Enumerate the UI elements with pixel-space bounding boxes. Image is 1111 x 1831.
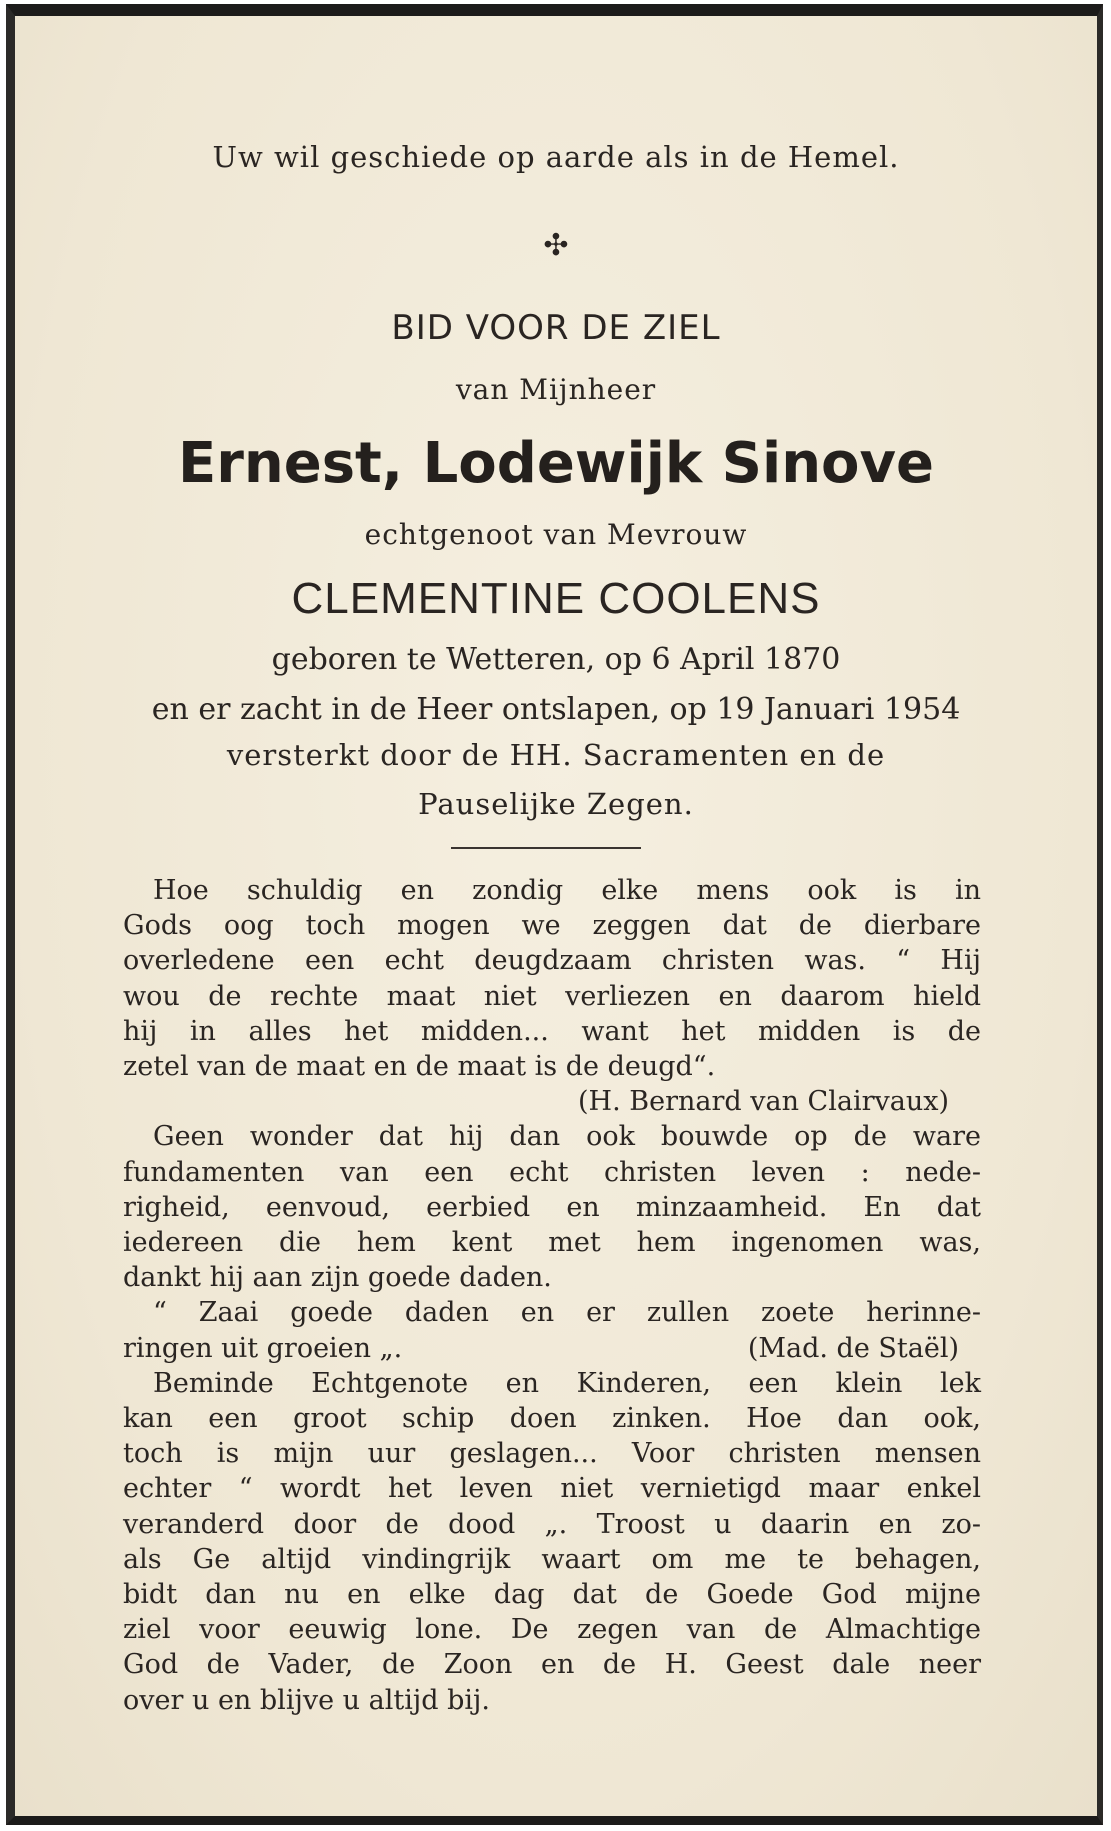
card-paper: [15, 16, 1097, 1816]
text-line: als Ge altijd vindingrijk waart om me te behagen,: [123, 1543, 981, 1575]
text-line: toch is mijn uur geslagen... Voor christen mensen: [123, 1438, 981, 1470]
text-line: righeid, eenvoud, eerbied en minzaamheid. En dat: [123, 1191, 981, 1223]
text-line: kan een groot schip doen zinken. Hoe dan ook,: [123, 1403, 981, 1435]
blessing-line: Pauselijke Zegen.: [418, 787, 694, 821]
text-line: Beminde Echtgenote en Kinderen, een klein lek: [153, 1367, 981, 1399]
text-line: veranderd door de dood „. Troost u daarin en zo-: [123, 1508, 981, 1540]
source-attribution: (H. Bernard van Clairvaux): [578, 1086, 949, 1118]
text-line: over u en blijve u altijd bij.: [123, 1684, 490, 1716]
sacraments-line: versterkt door de HH. Sacramenten en de: [226, 738, 886, 772]
text-line: Geen wonder dat hij dan ook bouwde op de ware: [153, 1121, 981, 1153]
death-line: en er zacht in de Heer ontslapen, op 19 Januari 1954: [151, 692, 961, 727]
deceased-name: Ernest, Lodewijk Sinove: [177, 431, 935, 496]
text-line: hij in alles het midden... want het midden is de: [123, 1015, 981, 1047]
text-line: dankt hij aan zijn goede daden.: [123, 1262, 552, 1294]
text-line: echter “ wordt het leven niet vernietigd maar enkel: [123, 1473, 981, 1505]
motto: Uw wil geschiede op aarde als in de Hemel.: [212, 140, 900, 174]
source-attribution: (Mad. de Staël): [747, 1332, 959, 1364]
spouse-intro: echtgenoot van Mevrouw: [364, 518, 748, 551]
text-line: fundamenten van een echt christen leven : nede-: [123, 1156, 981, 1188]
text-line: iedereen die hem kent met hem ingenomen was,: [123, 1227, 981, 1259]
memorial-text: [123, 873, 981, 1718]
prayer-heading: BID VOOR DE ZIEL: [391, 308, 721, 348]
spouse-name: CLEMENTINE COOLENS: [291, 574, 821, 623]
text-line: zetel van de maat en de maat is de deugd“.: [123, 1051, 716, 1083]
cross-icon: ✣: [543, 228, 569, 263]
quote-end-row: [123, 1331, 981, 1366]
text-line: bidt dan nu en elke dag dat de Goede God mijne: [123, 1579, 981, 1611]
text-line: Gods oog toch mogen we zeggen dat de dierbare: [123, 910, 981, 942]
of-mister-line: van Mijnheer: [455, 373, 657, 406]
divider: [451, 847, 641, 849]
text-line: God de Vader, de Zoon en de H. Geest dale neer: [123, 1649, 981, 1681]
text-line: wou de rechte maat niet verliezen en daarom hield: [123, 980, 981, 1012]
text-line: Hoe schuldig en zondig elke mens ook is in: [153, 875, 981, 906]
text-line: ziel voor eeuwig lone. De zegen van de Almachtige: [123, 1614, 981, 1646]
memorial-card: [6, 4, 1103, 1825]
birth-line: geboren te Wetteren, op 6 April 1870: [271, 642, 841, 677]
quote-line: “ Zaai goede daden en er zullen zoete herinne-: [153, 1297, 981, 1329]
text-line: overledene een echt deugdzaam christen was. “ Hij: [123, 945, 981, 977]
quote-line: ringen uit groeien „.: [123, 1332, 403, 1364]
